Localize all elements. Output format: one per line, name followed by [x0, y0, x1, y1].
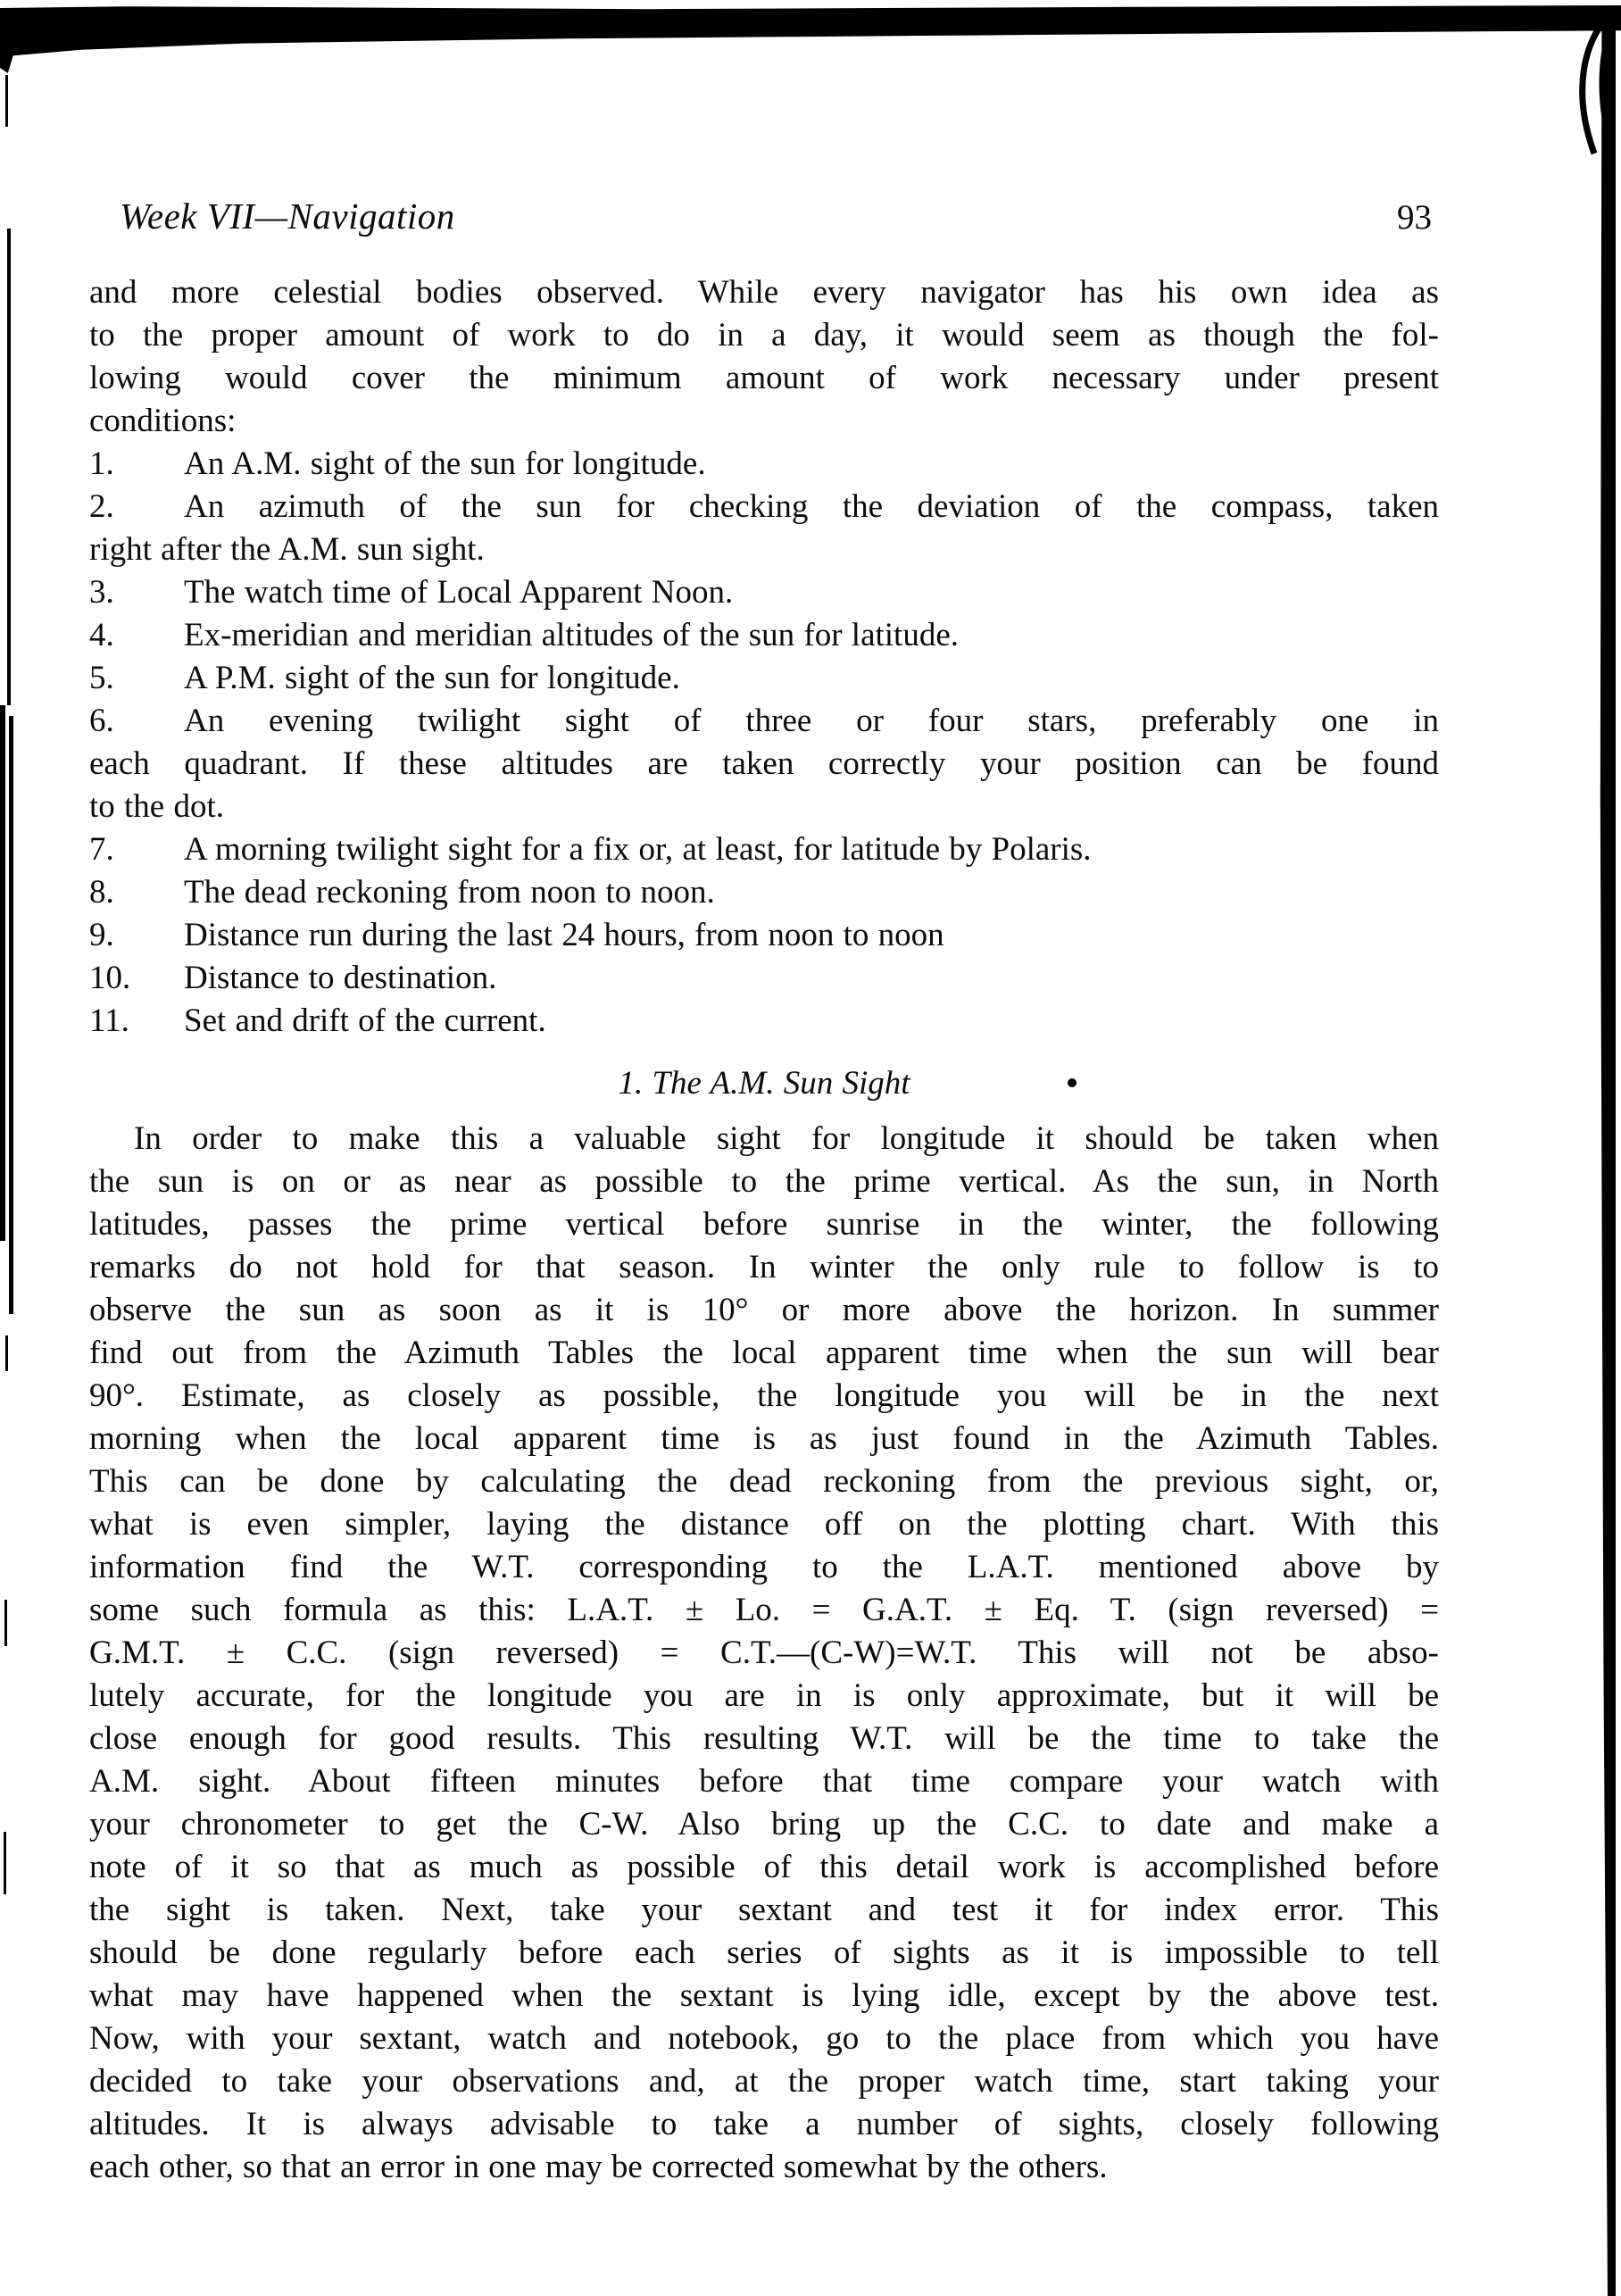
list-number: 9.	[89, 917, 114, 953]
scan-artifact-left-mark-1	[5, 75, 8, 127]
text-line: latitudes, passes the prime vertical before sunrise in the winter, the following	[89, 1206, 1439, 1243]
scan-artifact-left-mark-6	[4, 1600, 7, 1646]
list-number: 1.	[89, 445, 114, 482]
scan-artifact-left-mark-7	[4, 1832, 6, 1894]
list-item	[89, 571, 1439, 614]
list-item	[89, 957, 1439, 1000]
text-line: This can be done by calculating the dead reckoning from the previous sight, or,	[89, 1463, 1439, 1500]
text-line: conditions:	[89, 403, 237, 439]
paragraph	[89, 271, 1439, 443]
text-line: decided to take your observations and, at the proper watch time, start taking your	[89, 2063, 1439, 2100]
list-number: 7.	[89, 831, 114, 868]
text-line: to the dot.	[89, 788, 225, 825]
text-line: 6. An evening twilight sight of three or four stars, preferably one in	[89, 700, 1439, 743]
text-line: morning when the local apparent time is as just found in the Azimuth Tables.	[89, 1420, 1439, 1457]
text-line: A.M. sight. About fifteen minutes before that time compare your watch with	[89, 1763, 1439, 1800]
text-body	[89, 271, 1439, 2189]
text-line: each quadrant. If these altitudes are taken correctly your position can be found	[89, 745, 1439, 782]
text-line: 2. An azimuth of the sun for checking the deviation of the compass, taken	[89, 486, 1439, 528]
text-line: altitudes. It is always advisable to take a number of sights, closely following	[89, 2106, 1439, 2142]
list-item	[89, 1000, 1439, 1043]
list-item	[89, 443, 1439, 486]
text-line: 4. Ex-meridian and meridian altitudes of the sun for latitude.	[89, 614, 1439, 657]
list-item	[89, 914, 1439, 957]
text-line: 11. Set and drift of the current.	[89, 1000, 1439, 1043]
text-line: to the proper amount of work to do in a day, it would seem as though the fol-	[89, 317, 1439, 354]
list-number: 3.	[89, 574, 114, 611]
list-item	[89, 486, 1439, 571]
scan-artifact-left-mark-3	[0, 705, 5, 1241]
text-line: the sight is taken. Next, take your sextant and test it for index error. This	[89, 1892, 1439, 1928]
text-line: note of it so that as much as possible of this detail work is accomplished before	[89, 1849, 1439, 1885]
text-line: right after the A.M. sun sight.	[89, 531, 485, 568]
text-line: the sun is on or as near as possible to the prime vertical. As the sun, in North	[89, 1163, 1439, 1200]
text-line: observe the sun as soon as it is 10° or more above the horizon. In summer	[89, 1292, 1439, 1328]
list-item	[89, 871, 1439, 914]
scan-artifact-top-drip	[0, 52, 14, 73]
text-line: 90°. Estimate, as closely as possible, the longitude you will be in the next	[89, 1377, 1439, 1414]
text-line: 1. An A.M. sight of the sun for longitude.	[89, 443, 1439, 486]
list-number: 6.	[89, 703, 114, 739]
text-line: your chronometer to get the C-W. Also bring up the C.C. to date and make a	[89, 1806, 1439, 1843]
list-item	[89, 614, 1439, 657]
text-line: Now, with your sextant, watch and notebook, go to the place from which you have	[89, 2020, 1439, 2057]
list-number: 10.	[89, 960, 131, 996]
page-number: 93	[1397, 198, 1432, 237]
text-line: 9. Distance run during the last 24 hours, from noon to noon	[89, 914, 1439, 957]
list-number: 11.	[89, 1002, 129, 1039]
running-head: Week VII—Navigation	[120, 195, 455, 237]
text-line: 8. The dead reckoning from noon to noon.	[89, 871, 1439, 914]
text-line: G.M.T. ± C.C. (sign reversed) = C.T.—(C-W)=W.T. This will not be abso-	[89, 1635, 1439, 1671]
text-line: should be done regularly before each series of sights as it is impossible to tell	[89, 1934, 1439, 1971]
text-line: some such formula as this: L.A.T. ± Lo. = G.A.T. ± Eq. T. (sign reversed) =	[89, 1592, 1439, 1628]
list-item	[89, 828, 1439, 871]
list-number: 2.	[89, 488, 114, 525]
scan-artifact-binding-curve	[1559, 12, 1616, 159]
scan-artifact-left-mark-5	[5, 1335, 8, 1371]
text-line: 7. A morning twilight sight for a fix or, at least, for latitude by Polaris.	[89, 828, 1439, 871]
text-line: close enough for good results. This resulting W.T. will be the time to take the	[89, 1720, 1439, 1757]
text-line: find out from the Azimuth Tables the local apparent time when the sun will bear	[89, 1335, 1439, 1371]
paragraph	[89, 1118, 1439, 2189]
text-line: and more celestial bodies observed. While every navigator has his own idea as	[89, 274, 1439, 311]
page-content	[89, 0, 1439, 2189]
text-line: 10. Distance to destination.	[89, 957, 1439, 1000]
page-header	[89, 193, 1439, 239]
scan-artifact-right-band	[1598, 30, 1616, 2296]
print-dot-mark	[1068, 1078, 1077, 1087]
section-heading-text: 1. The A.M. Sun Sight	[618, 1065, 910, 1102]
list-number: 4.	[89, 617, 114, 653]
text-line: each other, so that an error in one may be corrected somewhat by the others.	[89, 2149, 1108, 2185]
scan-artifact-left-mark-2	[7, 229, 11, 705]
list-item	[89, 657, 1439, 700]
text-line: what is even simpler, laying the distance off on the plotting chart. With this	[89, 1506, 1439, 1543]
text-line: what may have happened when the sextant is lying idle, except by the above test.	[89, 1977, 1439, 2014]
list-number: 8.	[89, 874, 114, 911]
scan-artifact-left-mark-4	[9, 716, 13, 1314]
text-line: information find the W.T. corresponding to the L.A.T. mentioned above by	[89, 1549, 1439, 1585]
section-heading	[89, 1062, 1439, 1105]
text-line: 3. The watch time of Local Apparent Noon.	[89, 571, 1439, 614]
text-line: In order to make this a valuable sight for longitude it should be taken when	[134, 1120, 1439, 1157]
list-item	[89, 700, 1439, 828]
text-line: 5. A P.M. sight of the sun for longitude.	[89, 657, 1439, 700]
text-line: lutely accurate, for the longitude you are in is only approximate, but it will be	[89, 1677, 1439, 1714]
text-line: lowing would cover the minimum amount of work necessary under present	[89, 360, 1439, 396]
text-line: remarks do not hold for that season. In winter the only rule to follow is to	[89, 1249, 1439, 1285]
list-number: 5.	[89, 660, 114, 696]
